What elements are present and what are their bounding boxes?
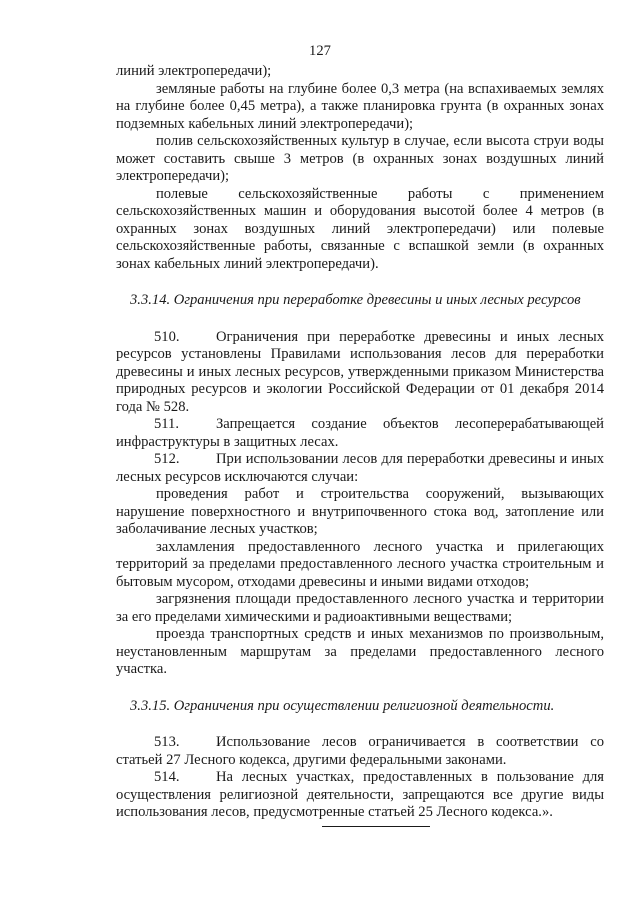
paragraph-512 bbox=[116, 451, 604, 486]
paragraph-earthworks: земляные работы на глубине более 0,3 метра (на вспахиваемых землях на глубине более 0,45 метра), а также планировка грунта (в охранных зонах подземных кабельных линий электропередачи); bbox=[116, 80, 604, 132]
paragraph-number: 514. bbox=[154, 769, 180, 785]
paragraph-514 bbox=[116, 769, 604, 822]
paragraph-text: На лесных участках, предоставленных в пользование для осуществления религиозной деятельности, запрещаются все другие виды использования лесов, предусмотренные статьей 25 Лесного кодекса.». bbox=[116, 769, 604, 820]
paragraph-number: 513. bbox=[154, 734, 180, 750]
paragraph-field-works: полевые сельскохозяйственные работы с применением сельскохозяйственных машин и оборудования высотой более 4 метров (в охранных зонах воздушных линий электропередачи) или полевые сельскохозяйственные работы, связанные с вспашкой земли (в охранных зонах кабельных линий электропередачи). bbox=[116, 185, 604, 272]
page-number: 127 bbox=[309, 43, 331, 59]
list-item: захламления предоставленного лесного участка и прилегающих территорий за пределами предоставленного лесного участка строительным и бытовым мусором, отходами древесины и иными видами отходов; bbox=[116, 538, 604, 590]
list-item: загрязнения площади предоставленного лесного участка и территории за его пределами химическими и радиоактивными веществами; bbox=[116, 591, 604, 625]
paragraph-511 bbox=[116, 416, 604, 451]
page-content bbox=[116, 63, 604, 822]
end-of-document-rule bbox=[322, 826, 430, 827]
paragraph-number: 511. bbox=[154, 416, 179, 432]
paragraph-text: Использование лесов ограничивается в соответствии со статьей 27 Лесного кодекса, другими федеральными законами. bbox=[116, 734, 604, 768]
section-heading-3-3-14: 3.3.14. Ограничения при переработке древесины и иных лесных ресурсов bbox=[130, 292, 581, 308]
paragraph-number: 510. bbox=[154, 328, 180, 345]
section-heading-3-3-15: 3.3.15. Ограничения при осуществлении религиозной деятельности. bbox=[130, 697, 555, 714]
list-item: проезда транспортных средств и иных механизмов по произвольным, неустановленным маршрутам за пределами предоставленного лесного участка. bbox=[116, 626, 604, 677]
paragraph-continuation: линий электропередачи); bbox=[116, 63, 272, 79]
paragraph-text: Ограничения при переработке древесины и иных лесных ресурсов установлены Правилами использования лесов для переработки древесины и иных лесных ресурсов, утвержденными приказом Министерства природных ресурсов и экологии Российской Федерации от 01 декабря 2014 года № 528. bbox=[116, 328, 604, 415]
paragraph-number: 512. bbox=[154, 451, 180, 467]
paragraph-text: Запрещается создание объектов лесоперерабатывающей инфраструктуры в защитных лесах. bbox=[116, 416, 604, 450]
paragraph-text: При использовании лесов для переработки древесины и иных лесных ресурсов исключаются случаи: bbox=[116, 451, 604, 485]
paragraph-510 bbox=[116, 329, 604, 417]
list-item: проведения работ и строительства сооружений, вызывающих нарушение поверхностного и внутрипочвенного стока вод, затопление или заболачивание лесных участков; bbox=[116, 486, 604, 537]
paragraph-irrigation: полив сельскохозяйственных культур в случае, если высота струи воды может составить свыше 3 метров (в охранных зонах воздушных линий электропередачи); bbox=[116, 133, 604, 184]
paragraph-513 bbox=[116, 734, 604, 769]
